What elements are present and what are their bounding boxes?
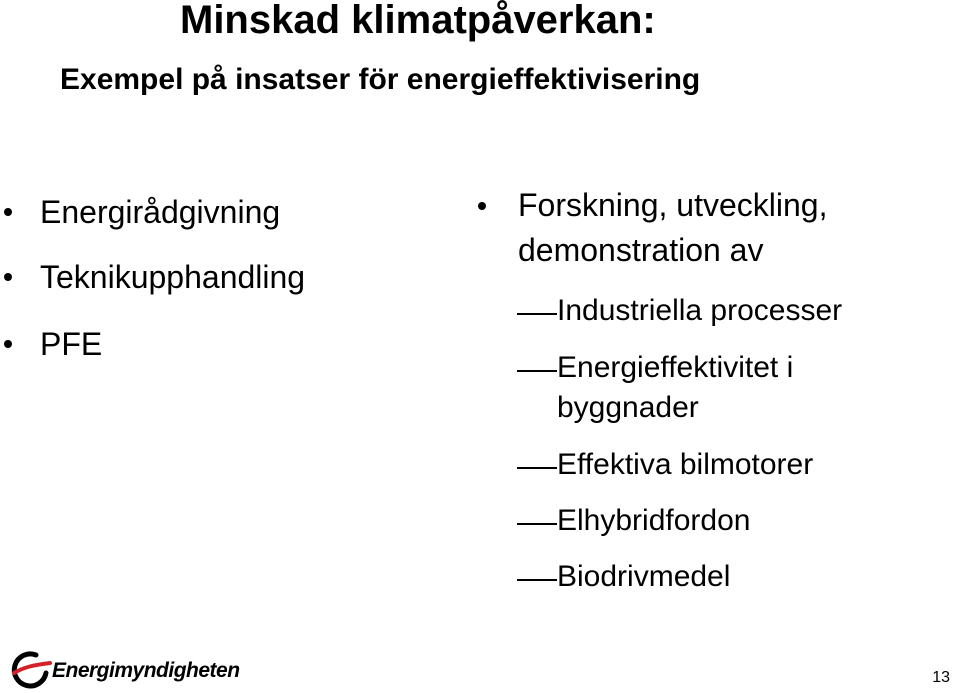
bullet-label: Energirådgivning xyxy=(40,194,281,230)
dash-icon xyxy=(517,467,557,469)
energimyndigheten-logo-icon xyxy=(6,647,52,693)
energimyndigheten-logo xyxy=(6,647,240,693)
dash-icon xyxy=(517,370,557,372)
logo-wordmark: Energimyndigheten xyxy=(52,659,240,682)
bullet-label-line1: Forskning, utveckling, xyxy=(518,187,828,223)
sub-item-label: Biodrivmedel xyxy=(557,560,731,593)
sub-item-label: Elhybridfordon xyxy=(557,504,751,537)
dash-icon xyxy=(517,523,557,525)
page-number: 13 xyxy=(932,669,950,686)
sub-item-label: Effektiva bilmotorer xyxy=(557,448,814,481)
sub-item-label: Industriella processer xyxy=(557,294,843,327)
slide-subtitle: Exempel på insatser för energieffektivisering xyxy=(60,63,701,96)
bullet-label-line2: demonstration av xyxy=(518,232,764,268)
dash-icon xyxy=(517,579,557,581)
dash-icon xyxy=(517,313,557,315)
bullet-label: PFE xyxy=(40,326,103,362)
bullet-label: Teknikupphandling xyxy=(40,259,306,295)
bullet-dot-icon xyxy=(4,273,12,281)
sub-item-label-line2: byggnader xyxy=(557,391,699,424)
sub-item-label-line1: Energieffektivitet i xyxy=(557,351,794,384)
bullet-dot-icon xyxy=(4,340,12,348)
bullet-dot-icon xyxy=(4,208,12,216)
bullet-dot-icon xyxy=(478,202,486,210)
slide-title: Minskad klimatpåverkan: xyxy=(180,0,656,42)
